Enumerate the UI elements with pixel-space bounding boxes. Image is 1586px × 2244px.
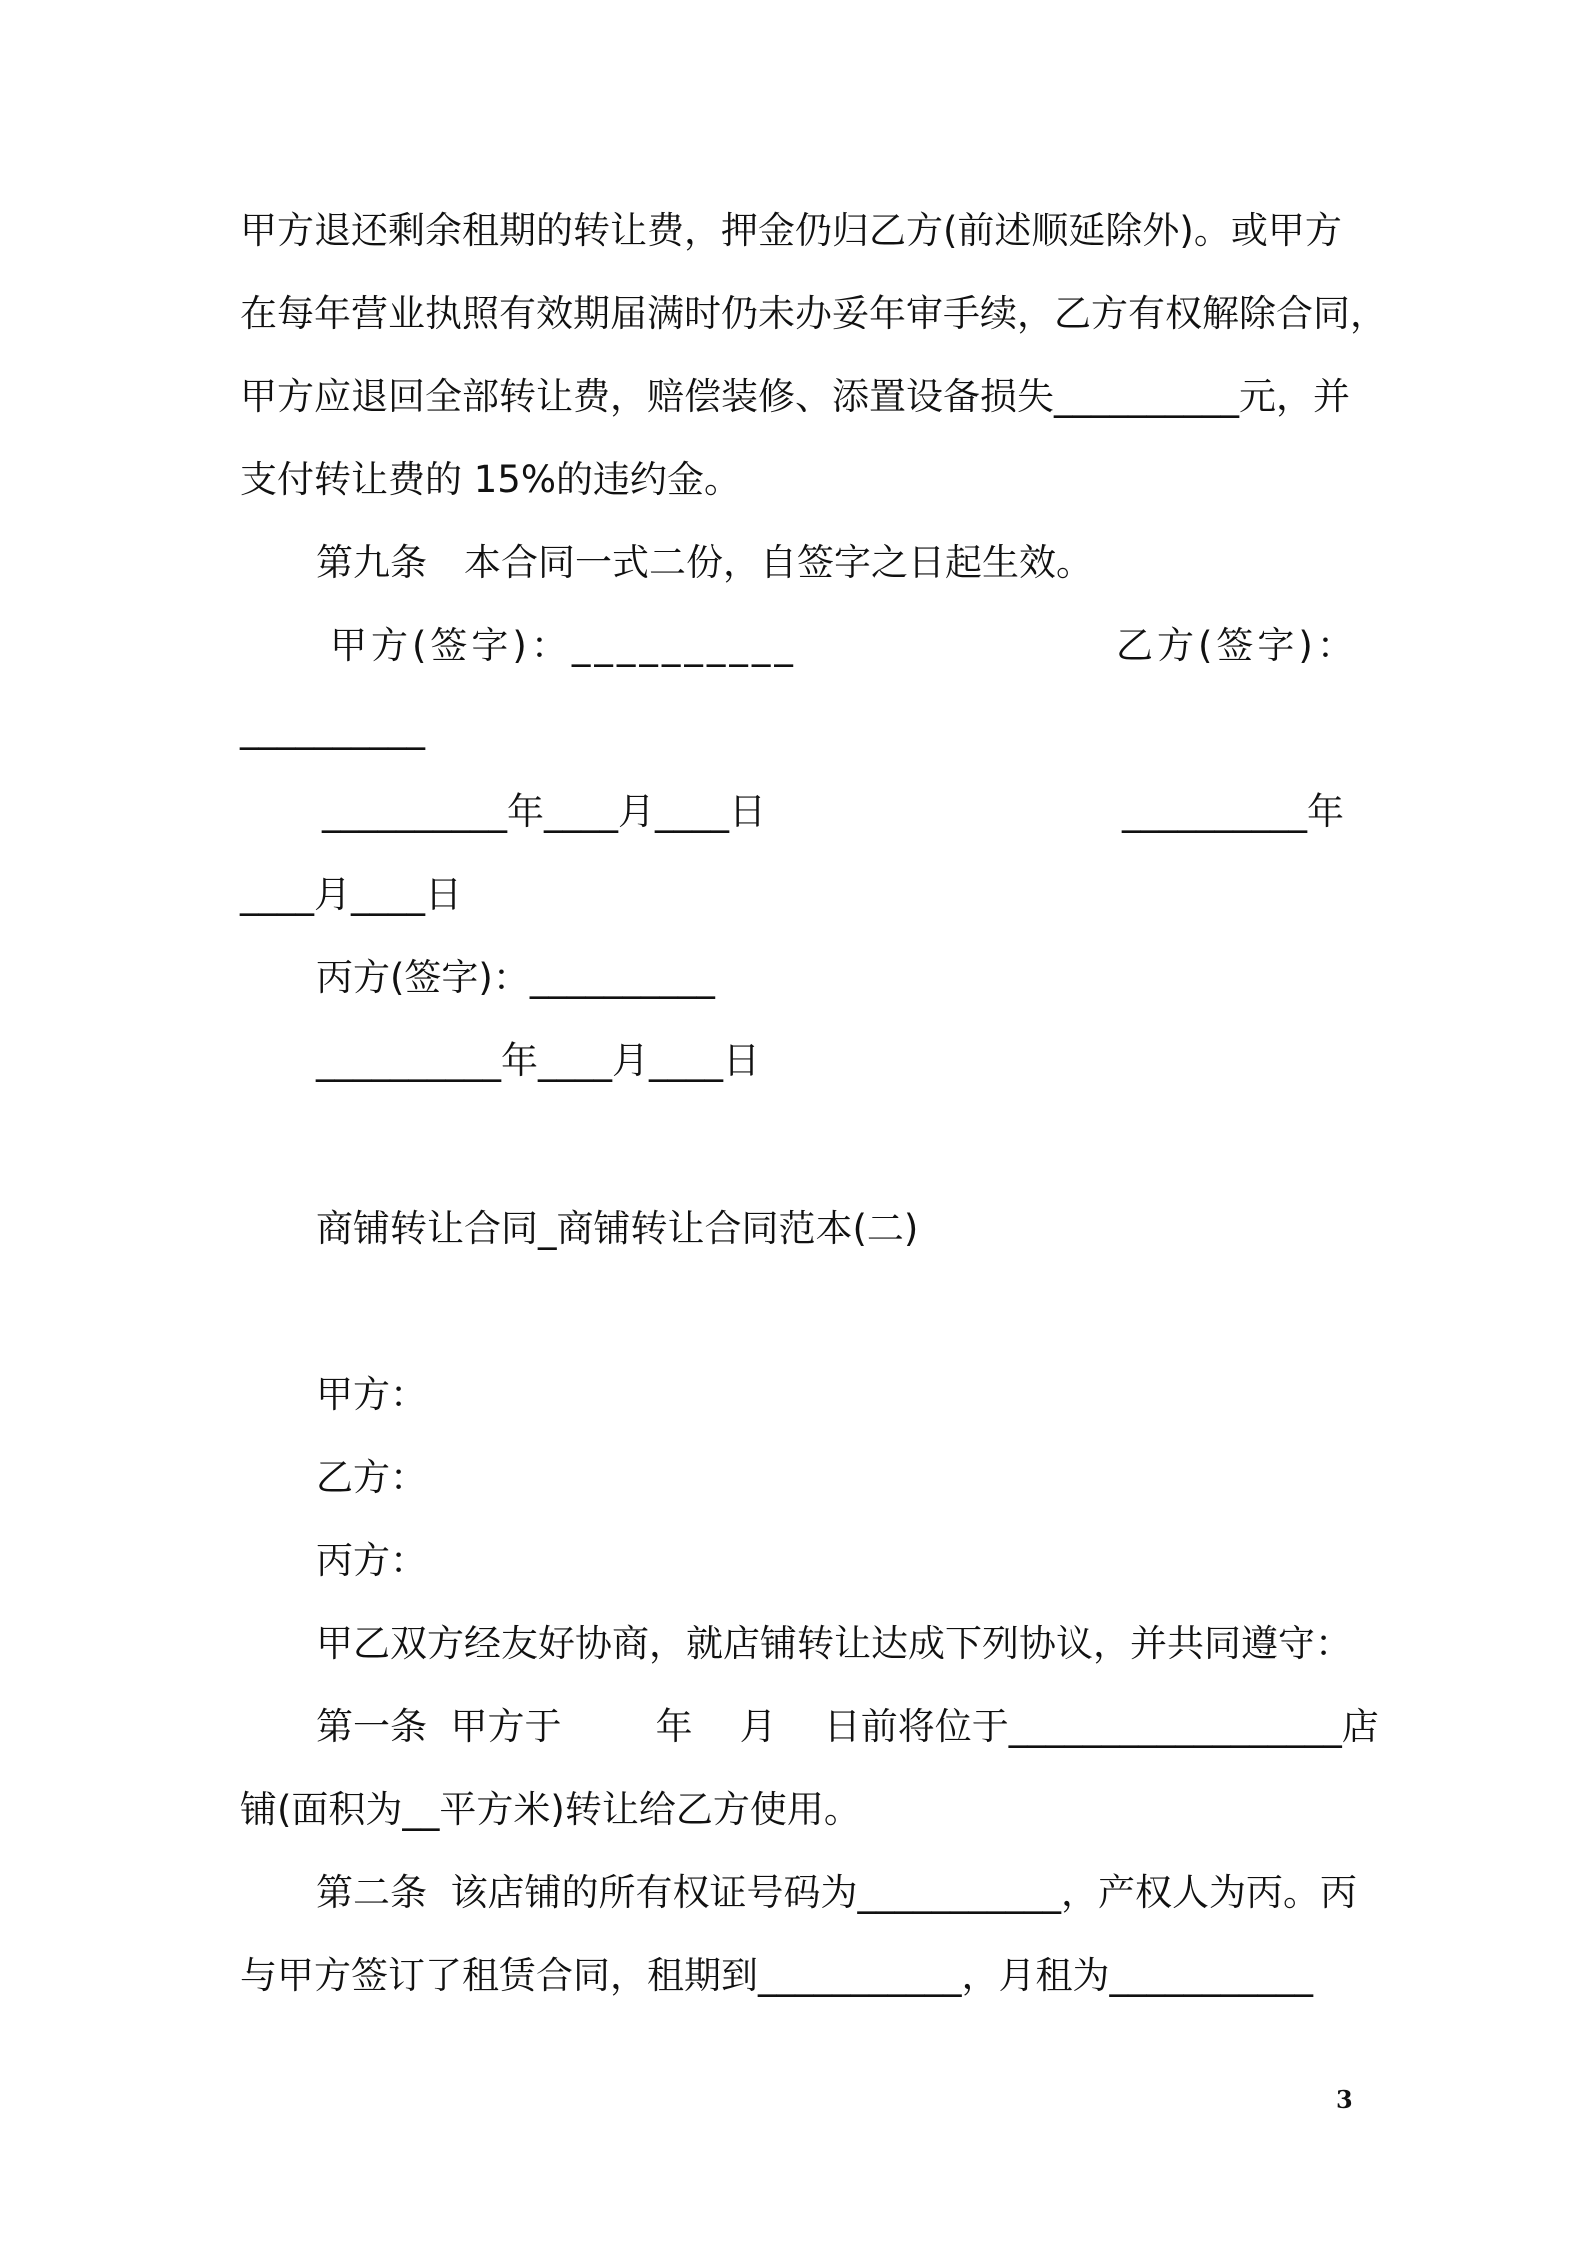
party-c-label: 丙方： — [316, 1539, 427, 1582]
party-a-date: __________年____月____日 — [322, 790, 766, 833]
article-one: 第一条 甲方于 年 月 日前将位于__________________店 — [316, 1705, 1379, 1748]
article-one-continued: 铺(面积为__平方米)转让给乙方使用。 — [240, 1788, 861, 1831]
paragraph-line: 支付转让费的 15%的违约金。 — [240, 458, 741, 501]
paragraph-line: 甲方应退回全部转让费，赔偿装修、添置设备损失__________元，并 — [240, 375, 1350, 418]
article-two-continued: 与甲方签订了租赁合同，租期到___________，月租为___________ — [240, 1954, 1313, 1997]
page-number: 3 — [1336, 2085, 1353, 2114]
paragraph-line: 甲方退还剩余租期的转让费，押金仍归乙方(前述顺延除外)。或甲方 — [240, 209, 1342, 252]
party-b-date-year: __________年 — [1122, 790, 1344, 833]
agreement-intro: 甲乙双方经友好协商，就店铺转让达成下列协议，并共同遵守： — [316, 1622, 1352, 1665]
party-b-date-month-day: ____月____日 — [240, 873, 462, 916]
party-b-signature-blank: __________ — [240, 707, 425, 750]
party-a-label: 甲方： — [316, 1373, 427, 1416]
party-b-signature: 乙方(签字)： — [1116, 624, 1358, 667]
party-b-label: 乙方： — [316, 1456, 427, 1499]
party-a-signature: 甲方(签字)：__________ — [330, 624, 797, 667]
party-c-signature: 丙方(签字)：__________ — [316, 956, 715, 999]
article-two: 第二条 该店铺的所有权证号码为___________，产权人为丙。丙 — [316, 1871, 1358, 1914]
article-nine: 第九条 本合同一式二份，自签字之日起生效。 — [316, 541, 1093, 584]
section-title: 商铺转让合同_商铺转让合同范本(二) — [316, 1207, 919, 1250]
paragraph-line: 在每年营业执照有效期届满时仍未办妥年审手续，乙方有权解除合同， — [240, 292, 1387, 335]
party-c-date: __________年____月____日 — [316, 1039, 760, 1082]
